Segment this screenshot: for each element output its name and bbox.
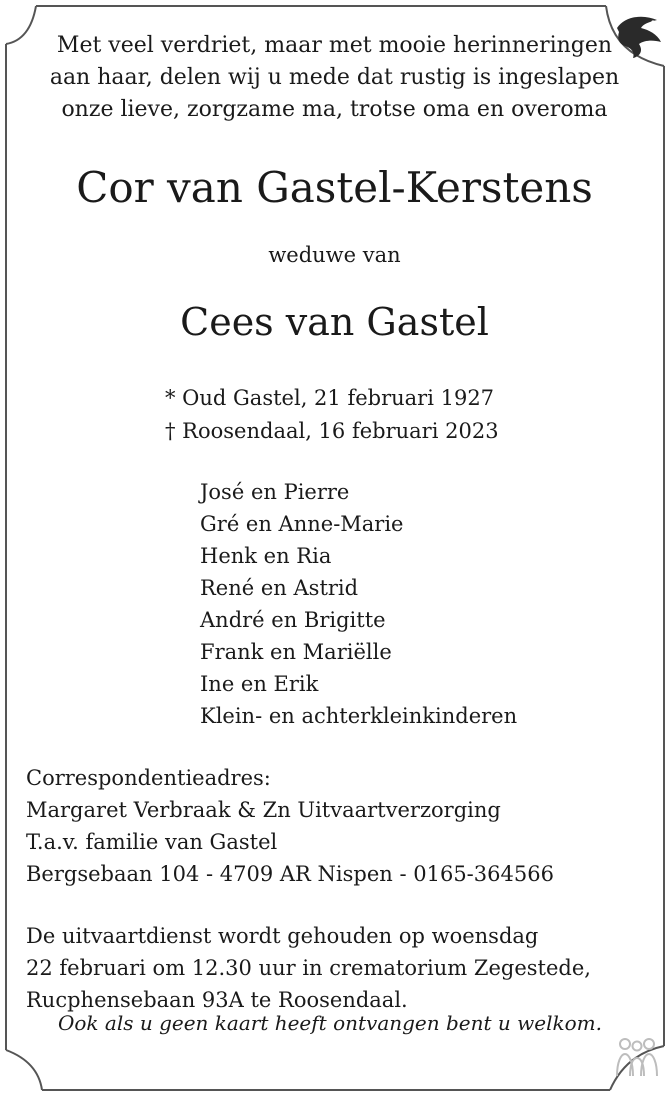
intro-line: Met veel verdriet, maar met mooie herinneringen xyxy=(56,33,613,58)
service-block xyxy=(26,920,591,1016)
widow-label: weduwe van xyxy=(268,243,401,267)
family-item: Gré en Anne-Marie xyxy=(200,512,404,536)
family-item: René en Astrid xyxy=(200,576,359,600)
correspondence-address: Bergsebaan 104 - 4709 AR Nispen - 0165-364566 xyxy=(26,862,554,886)
family-item: Ine en Erik xyxy=(200,672,319,696)
service-line: 22 februari om 12.30 uur in crematorium Zegestede, xyxy=(26,956,591,980)
correspondence-block xyxy=(26,762,554,890)
family-item: Klein- en achterkleinkinderen xyxy=(200,704,518,728)
correspondence-company: Margaret Verbraak & Zn Uitvaartverzorging xyxy=(26,798,501,822)
spouse-name: Cees van Gastel xyxy=(180,300,489,344)
family-item: Frank en Mariëlle xyxy=(200,640,392,664)
intro-line: onze lieve, zorgzame ma, trotse oma en overoma xyxy=(61,97,608,122)
people-group-icon xyxy=(611,1036,663,1080)
death-line: † Roosendaal, 16 februari 2023 xyxy=(165,419,499,443)
service-line: De uitvaartdienst wordt gehouden op woensdag xyxy=(26,924,539,948)
correspondence-heading: Correspondentieadres: xyxy=(26,766,271,790)
life-dates xyxy=(165,382,499,448)
intro-text xyxy=(0,30,669,126)
closing-note: Ook als u geen kaart heeft ontvangen bent u welkom. xyxy=(57,1011,602,1035)
family-list xyxy=(200,476,517,732)
family-item: Henk en Ria xyxy=(200,544,332,568)
family-item: José en Pierre xyxy=(200,480,350,504)
birth-line: * Oud Gastel, 21 februari 1927 xyxy=(165,386,495,410)
deceased-name: Cor van Gastel-Kerstens xyxy=(76,163,593,212)
family-item: André en Brigitte xyxy=(200,608,386,632)
correspondence-attention: T.a.v. familie van Gastel xyxy=(26,830,278,854)
intro-line: aan haar, delen wij u mede dat rustig is ingeslapen xyxy=(49,65,620,90)
service-line: Rucphensebaan 93A te Roosendaal. xyxy=(26,988,408,1012)
